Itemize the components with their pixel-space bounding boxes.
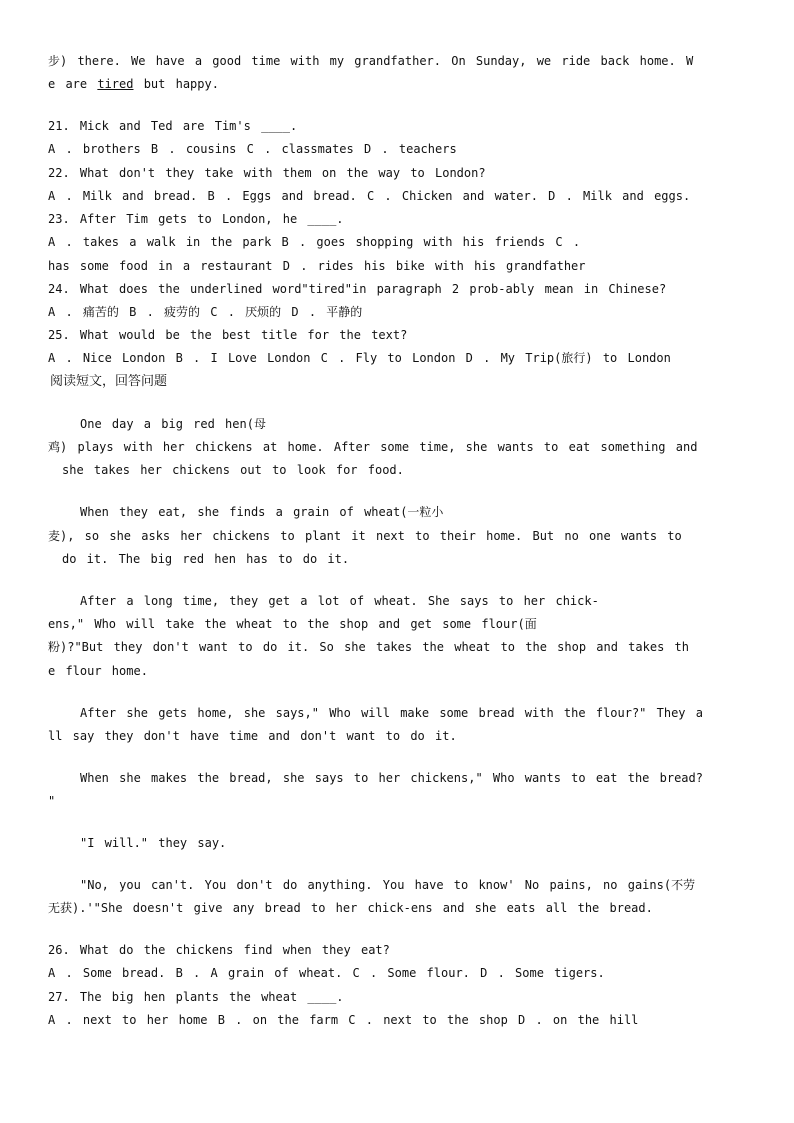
passage-line: One day a big red hen(母 xyxy=(80,417,266,431)
passage-line: After a long time, they get a lot of wheat. She says to her chick- xyxy=(80,594,599,608)
passage-line: do it. The big red hen has to do it. xyxy=(62,552,350,566)
options-26: A . Some bread. B . A grain of wheat. C . Some flour. D . Some tigers. xyxy=(48,966,605,980)
passage-line: After she gets home, she says," Who will make some bread with the flour?" They a xyxy=(80,706,703,720)
question-22: 22. What don't they take with them on the way to London? xyxy=(48,166,486,180)
question-25: 25. What would be the best title for the text? xyxy=(48,328,408,342)
intro-text: e are xyxy=(48,77,98,91)
passage-line: When she makes the bread, she says to her chickens," Who wants to eat the bread? xyxy=(80,771,703,785)
underlined-word-tired: tired xyxy=(97,77,134,91)
intro-text: but happy. xyxy=(133,77,219,91)
options-25: A . Nice London B . I Love London C . Fly to London D . My Trip(旅行) to London xyxy=(48,351,671,365)
passage-line: "No, you can't. You don't do anything. You have to know' No pains, no gains(不劳 xyxy=(80,878,696,892)
options-21: A . brothers B . cousins C . classmates D . teachers xyxy=(48,142,457,156)
question-21: 21. Mick and Ted are Tim's ____. xyxy=(48,119,298,133)
passage-line: 鸡) plays with her chickens at home. After some time, she wants to eat something and xyxy=(48,440,698,454)
question-23: 23. After Tim gets to London, he ____. xyxy=(48,212,344,226)
passage-line: she takes her chickens out to look for food. xyxy=(62,463,404,477)
passage-line: e flour home. xyxy=(48,664,148,678)
intro-line: 步) there. We have a good time with my grandfather. On Sunday, we ride back home. W xyxy=(48,54,694,68)
passage-line: 麦), so she asks her chickens to plant it next to their home. But no one wants to xyxy=(48,529,682,543)
section-title: 阅读短文，回答问题 xyxy=(50,374,168,389)
passage-line: ll say they don't have time and don't want to do it. xyxy=(48,729,457,743)
options-22: A . Milk and bread. B . Eggs and bread. C . Chicken and water. D . Milk and eggs. xyxy=(48,189,691,203)
question-24: 24. What does the underlined word"tired"in paragraph 2 prob-ably mean in Chinese? xyxy=(48,282,667,296)
passage-line: 无获).'"She doesn't give any bread to her chick-ens and she eats all the bread. xyxy=(48,901,653,915)
intro-line xyxy=(48,76,748,92)
options-23: A . takes a walk in the park B . goes shopping with his friends C . xyxy=(48,235,581,249)
passage-line: ens," Who will take the wheat to the shop and get some flour(面 xyxy=(48,617,537,631)
options-24: A . 痛苦的 B . 疲劳的 C . 厌烦的 D . 平静的 xyxy=(48,305,363,319)
passage-line: When they eat, she finds a grain of wheat(一粒小 xyxy=(80,505,444,519)
passage-line: "I will." they say. xyxy=(80,836,227,850)
question-26: 26. What do the chickens find when they eat? xyxy=(48,943,390,957)
options-23-continued: has some food in a restaurant D . rides his bike with his grandfather xyxy=(48,259,586,273)
passage-line: 粉)?"But they don't want to do it. So she takes the wheat to the shop and takes th xyxy=(48,640,689,654)
options-27: A . next to her home B . on the farm C . next to the shop D . on the hill xyxy=(48,1013,639,1027)
passage-line: " xyxy=(48,794,56,808)
question-27: 27. The big hen plants the wheat ____. xyxy=(48,990,344,1004)
